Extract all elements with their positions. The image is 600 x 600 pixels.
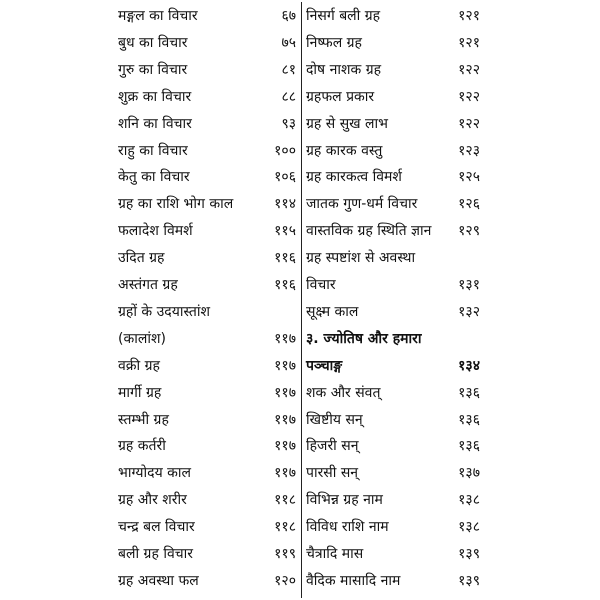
right-entry-page: १३९ xyxy=(458,572,480,589)
left-entry-title: भाग्योदय काल xyxy=(118,465,192,482)
right-entry-page: १२२ xyxy=(458,61,480,78)
toc-row xyxy=(0,326,600,353)
right-entry-title: विभिन्न ग्रह नाम xyxy=(306,492,383,509)
left-entry-page: ११७ xyxy=(274,357,296,374)
right-entry-title: ग्रह कारकत्व विमर्श xyxy=(306,169,402,186)
left-entry-title: चन्द्र बल विचार xyxy=(118,519,195,536)
right-entry-title: ग्रह से सुख लाभ xyxy=(306,115,389,132)
right-entry-page: १२६ xyxy=(458,196,480,213)
toc-row xyxy=(0,245,600,272)
right-entry-title: ग्रह स्पष्टांश से अवस्था xyxy=(306,250,416,267)
right-entry-page: १२५ xyxy=(458,169,480,186)
right-entry-page: १३६ xyxy=(458,384,480,401)
right-entry-title: विचार xyxy=(306,277,336,293)
right-entry-page: १३८ xyxy=(458,519,480,536)
toc-row xyxy=(0,164,600,191)
left-entry-title: ग्रहों के उदयास्तांश xyxy=(118,303,211,320)
right-entry-title: दोष नाशक ग्रह xyxy=(306,61,382,78)
left-entry-page: ११७ xyxy=(274,330,296,347)
right-entry-title: जातक गुण-धर्म विचार xyxy=(306,196,418,213)
left-entry-page: ११८ xyxy=(274,492,296,509)
toc-row xyxy=(0,191,600,218)
left-entry-title: राहु का विचार xyxy=(118,142,188,159)
left-entry-page: ११९ xyxy=(274,546,296,562)
left-entry-page: १०६ xyxy=(274,169,296,186)
left-entry-title: उदित ग्रह xyxy=(118,250,165,267)
right-entry-title: ग्रह कारक वस्तु xyxy=(306,142,383,159)
left-entry-page: ९३ xyxy=(281,115,296,132)
right-entry-page: १२१ xyxy=(458,34,480,51)
left-entry-title: गुरु का विचार xyxy=(118,61,188,78)
left-entry-title: ग्रह अवस्था फल xyxy=(118,572,199,589)
toc-row xyxy=(0,111,600,138)
left-entry-title: शुक्र का विचार xyxy=(118,88,192,105)
right-entry-page: १३१ xyxy=(458,277,480,293)
left-entry-title: ग्रह का राशि भोग काल xyxy=(118,196,234,213)
left-entry-page: ११४ xyxy=(274,196,296,213)
right-entry-title: ग्रहफल प्रकार xyxy=(306,88,375,105)
right-entry-title: हिजरी सन् xyxy=(306,438,359,455)
toc-row xyxy=(0,407,600,434)
right-entry-title: निसर्ग बली ग्रह xyxy=(306,8,381,24)
left-entry-title: केतु का विचार xyxy=(118,169,190,186)
left-entry-page: ८८ xyxy=(281,88,296,105)
left-entry-title: फलादेश विमर्श xyxy=(118,223,193,240)
left-entry-page: ६७ xyxy=(281,8,296,24)
right-entry-title: पारसी सन् xyxy=(306,465,359,482)
right-entry-title: निष्फल ग्रह xyxy=(306,34,362,51)
left-entry-title: स्तम्भी ग्रह xyxy=(118,411,169,428)
toc-row xyxy=(0,487,600,514)
left-entry-title: बली ग्रह विचार xyxy=(118,546,193,562)
toc-row xyxy=(0,353,600,380)
left-entry-page: ११८ xyxy=(274,519,296,536)
left-entry-title: मङ्गल का विचार xyxy=(118,8,198,24)
toc-row xyxy=(0,299,600,326)
left-entry-page: १२० xyxy=(274,572,296,589)
toc-row xyxy=(0,433,600,460)
right-entry-page: १३९ xyxy=(458,546,480,562)
right-entry-title: पञ्चाङ्ग xyxy=(306,357,343,374)
right-entry-page: १२९ xyxy=(458,223,480,240)
left-entry-title: ग्रह और शरीर xyxy=(118,492,187,509)
toc-row xyxy=(0,541,600,568)
left-entry-title: बुध का विचार xyxy=(118,34,188,51)
right-entry-page: १३६ xyxy=(458,411,480,428)
left-entry-page: ११७ xyxy=(274,411,296,428)
toc-row xyxy=(0,380,600,407)
right-entry-page: १३७ xyxy=(458,465,480,482)
right-entry-title: ३. ज्योतिष और हमारा xyxy=(306,330,422,347)
toc-row xyxy=(0,460,600,487)
toc-row xyxy=(0,272,600,299)
right-entry-title: सूक्ष्म काल xyxy=(306,303,359,320)
left-entry-title: शनि का विचार xyxy=(118,115,192,132)
left-entry-page: ११७ xyxy=(274,465,296,482)
toc-row xyxy=(0,218,600,245)
right-entry-page: १२१ xyxy=(458,8,480,24)
left-entry-page: ११७ xyxy=(274,438,296,455)
left-entry-title: ग्रह कर्तरी xyxy=(118,438,166,455)
left-entry-title: मार्गी ग्रह xyxy=(118,384,162,401)
left-entry-page: ११७ xyxy=(274,384,296,401)
right-entry-page: १३६ xyxy=(458,438,480,455)
left-entry-page: ११५ xyxy=(274,223,296,240)
left-entry-page: ११६ xyxy=(274,277,296,293)
toc-row xyxy=(0,514,600,541)
left-entry-page: ११६ xyxy=(274,250,296,267)
right-entry-page: १३२ xyxy=(458,303,480,320)
toc-row xyxy=(0,84,600,111)
toc-row xyxy=(0,30,600,57)
right-entry-title: विविध राशि नाम xyxy=(306,519,389,536)
left-entry-page: १०० xyxy=(274,142,296,159)
right-entry-title: वैदिक मासादि नाम xyxy=(306,572,401,589)
toc-row xyxy=(0,138,600,165)
toc-row xyxy=(0,568,600,595)
left-entry-page: ८१ xyxy=(281,61,296,78)
right-entry-page: १२२ xyxy=(458,88,480,105)
right-entry-page: १२२ xyxy=(458,115,480,132)
right-entry-title: चैत्रादि मास xyxy=(306,546,364,562)
left-entry-title: (कालांश) xyxy=(118,330,166,347)
right-entry-page: १२३ xyxy=(458,142,480,159)
right-entry-title: वास्तविक ग्रह स्थिति ज्ञान xyxy=(306,223,432,240)
right-entry-page: १३८ xyxy=(458,492,480,509)
right-entry-title: खिष्टीय सन् xyxy=(306,411,363,428)
right-entry-title: शक और संवत् xyxy=(306,384,381,401)
left-entry-title: अस्तंगत ग्रह xyxy=(118,277,178,293)
left-entry-page: ७५ xyxy=(281,34,296,51)
left-entry-title: वक्री ग्रह xyxy=(118,357,160,374)
toc-row xyxy=(0,57,600,84)
toc-row xyxy=(0,3,600,30)
right-entry-page: १३४ xyxy=(458,357,480,374)
